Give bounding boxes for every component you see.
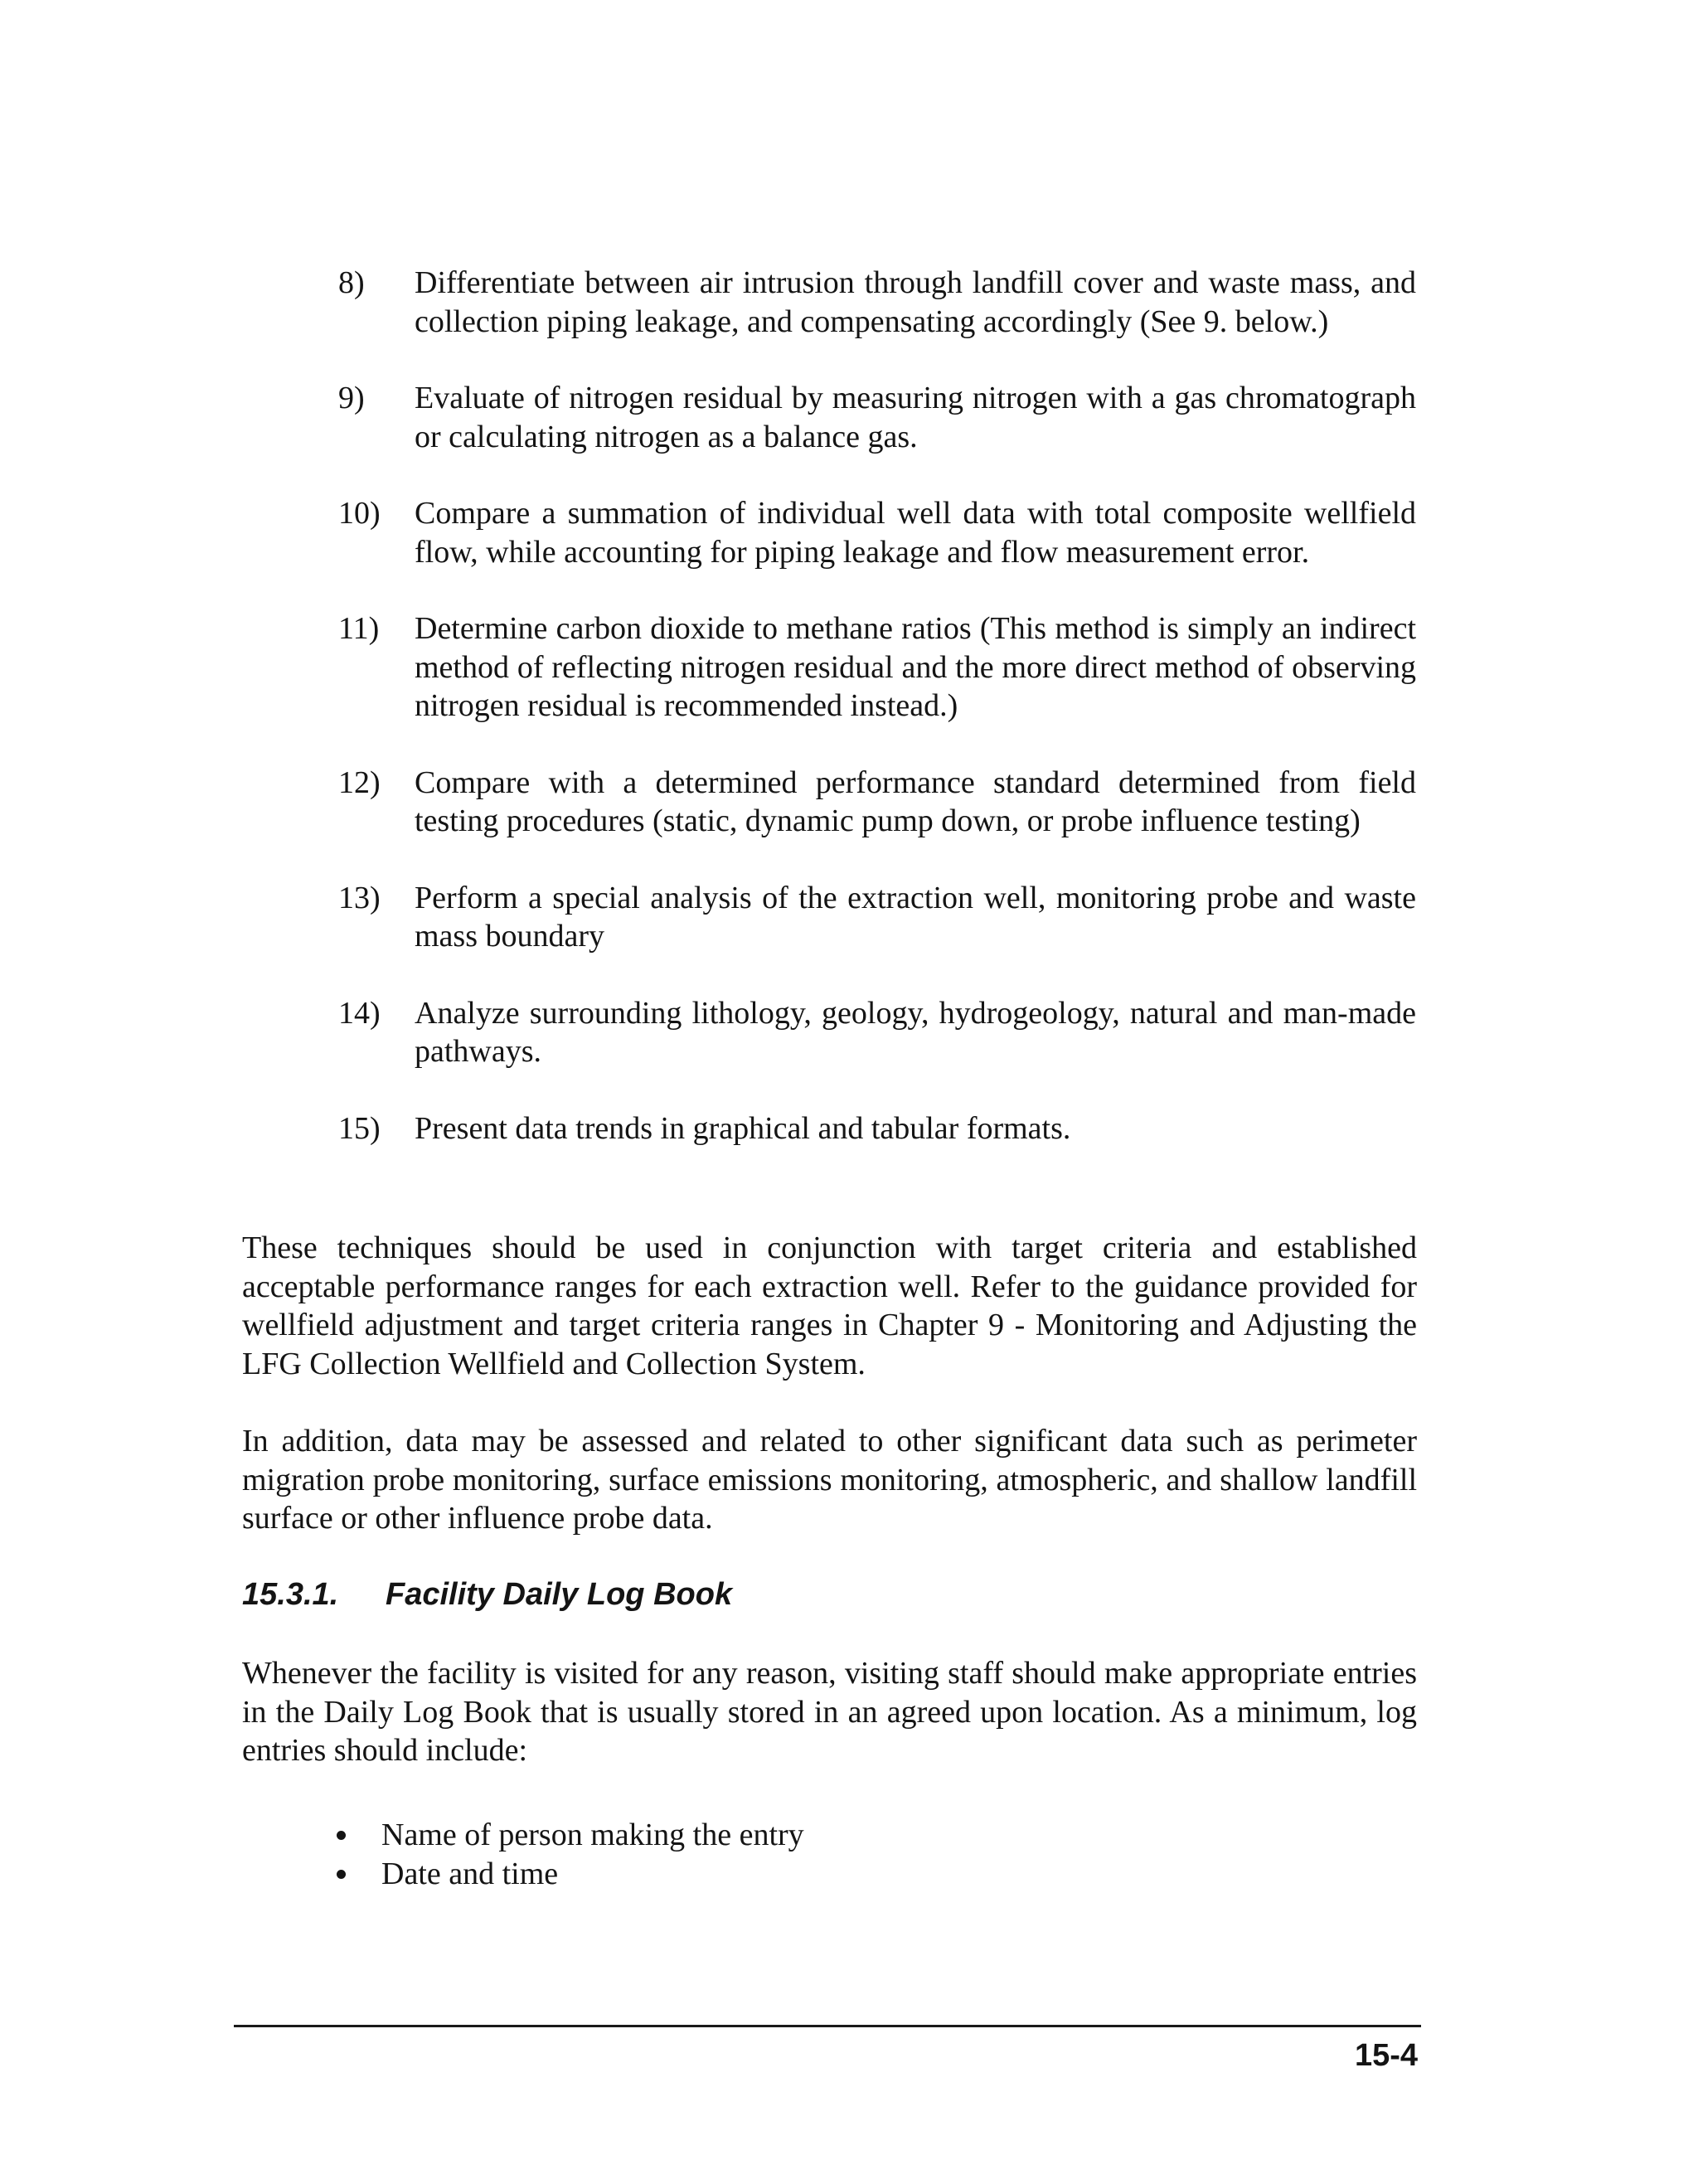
section-number: 15.3.1.	[242, 1577, 339, 1612]
list-item-number: 14)	[338, 995, 381, 1031]
bullet-item	[332, 1816, 804, 1855]
addition-paragraph: In addition, data may be assessed and related to other significant data such as perimeter migration probe monitoring, surface emissions monitoring, atmospheric, and shallow landfill surface or other influence probe data.	[242, 1424, 1417, 1536]
list-item-text: Differentiate between air intrusion through landfill cover and waste mass, and collection piping leakage, and compensating accordingly (See 9. below.)	[415, 265, 1416, 339]
list-item-text: Determine carbon dioxide to methane ratios (This method is simply an indirect method of reflecting nitrogen residual and the more direct method of observing nitrogen residual is recommended instead.)	[415, 611, 1416, 723]
techniques-paragraph: These techniques should be used in conjunction with target criteria and established acceptable performance ranges for each extraction well. Refer to the guidance provided for wellfield adjustment and target criteria ranges in Chapter 9 - Monitoring and Adjusting the LFG Collection Wellfield and Collection System.	[242, 1230, 1417, 1381]
list-item-number: 12)	[338, 764, 381, 800]
bullet-item-text: Name of person making the entry	[381, 1818, 804, 1852]
list-item-text: Compare with a determined performance standard determined from field testing procedures (static, dynamic pump down, or probe influence testing)	[415, 764, 1416, 838]
list-item-number: 15)	[338, 1110, 381, 1146]
footer-rule	[234, 2025, 1421, 2027]
list-item	[338, 609, 1416, 726]
list-item-number: 11)	[338, 611, 380, 646]
list-item-text: Analyze surrounding lithology, geology, hydrogeology, natural and man-made pathways.	[415, 995, 1416, 1069]
bullet-list	[332, 1816, 804, 1894]
numbered-list	[338, 264, 1416, 1186]
list-item-text: Evaluate of nitrogen residual by measuring nitrogen with a gas chromatograph or calculating nitrogen as a balance gas.	[415, 381, 1416, 454]
list-item	[338, 264, 1416, 341]
list-item	[338, 1109, 1416, 1148]
bullet-dot-icon	[337, 1831, 346, 1840]
log-book-paragraph: Whenever the facility is visited for any reason, visiting staff should make appropriate entries in the Daily Log Book that is usually stored in an agreed upon location. As a minimum, log entries should include:	[242, 1656, 1417, 1768]
list-item-text: Perform a special analysis of the extraction well, monitoring probe and waste mass boundary	[415, 880, 1416, 954]
bullet-item	[332, 1855, 804, 1894]
list-item	[338, 494, 1416, 571]
list-item	[338, 379, 1416, 456]
list-item-number: 13)	[338, 880, 381, 915]
list-item	[338, 764, 1416, 841]
list-item-number: 8)	[338, 265, 365, 300]
page-number: 15-4	[1354, 2038, 1418, 2073]
list-item-text: Compare a summation of individual well data with total composite wellfield flow, while accounting for piping leakage and flow measurement error.	[415, 496, 1416, 570]
list-item	[338, 879, 1416, 956]
list-item	[338, 994, 1416, 1071]
list-item-number: 10)	[338, 496, 381, 531]
bullet-dot-icon	[337, 1870, 346, 1879]
list-item-number: 9)	[338, 381, 365, 415]
list-item-text: Present data trends in graphical and tabular formats.	[415, 1110, 1071, 1146]
section-title: Facility Daily Log Book	[386, 1577, 733, 1612]
bullet-item-text: Date and time	[381, 1856, 559, 1891]
section-heading	[242, 1574, 732, 1615]
